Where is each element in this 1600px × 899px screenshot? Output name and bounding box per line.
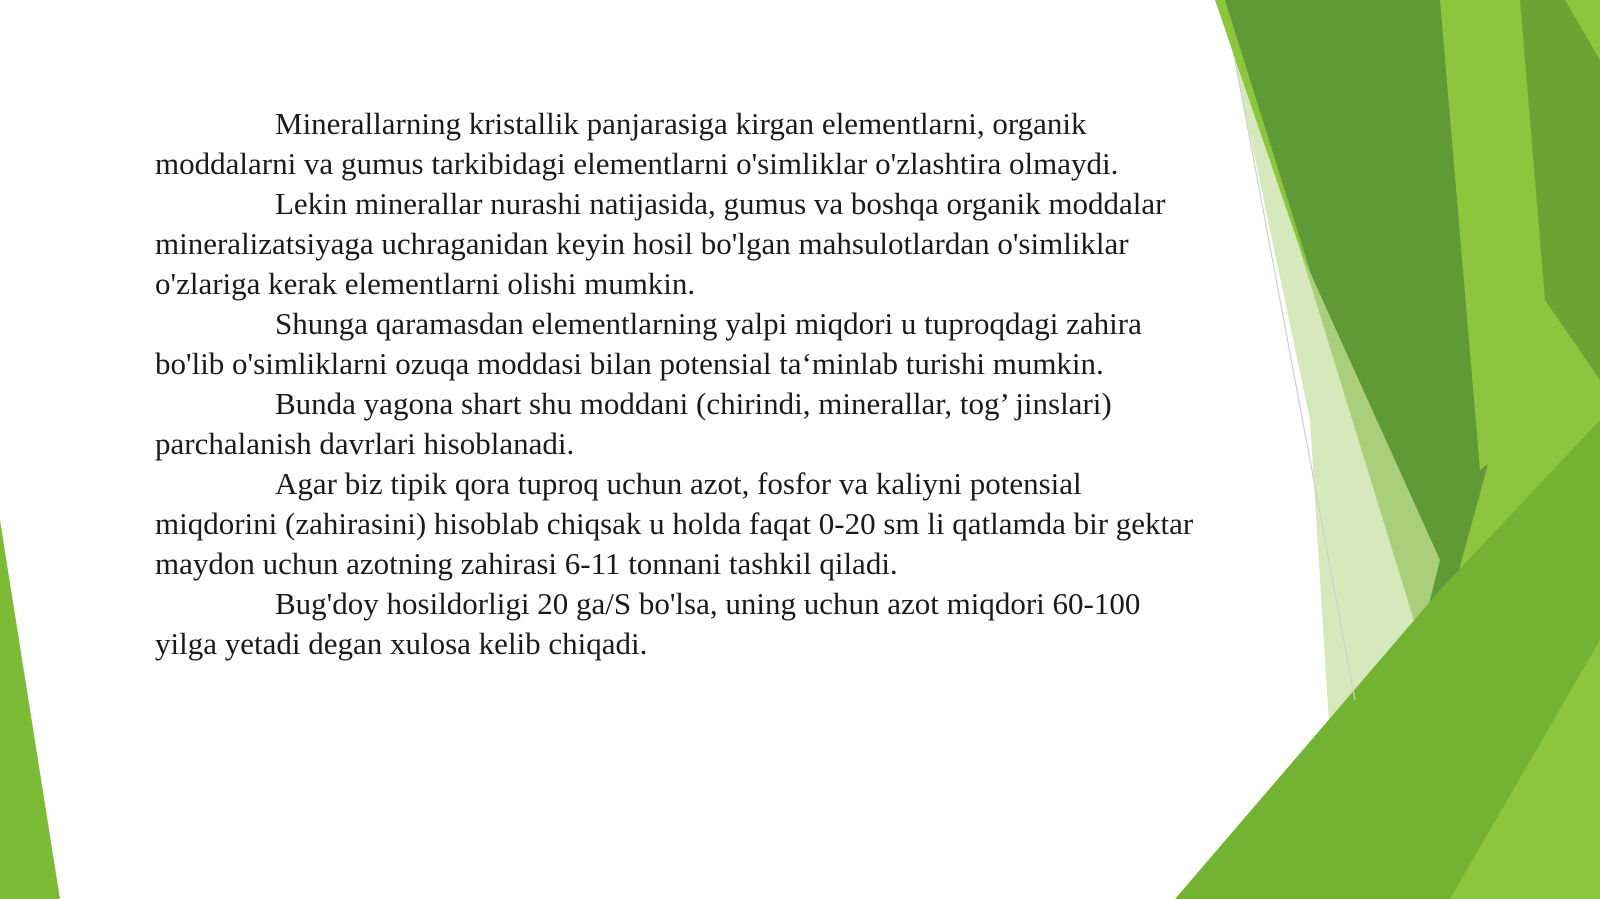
paragraph-3: Shunga qaramasdan elementlarning yalpi miqdori u tuproqdagi zahira bo'lib o'simliklarni ozuqa moddasi bilan potensial ta‘minlab turishi mumkin. [155, 306, 1142, 381]
left-green-sliver [0, 520, 60, 899]
paragraph-5: Agar biz tipik qora tuproq uchun azot, fosfor va kaliyni potensial miqdorini (zahirasini) hisoblab chiqsak u holda faqat 0-20 sm li qatlamda bir gektar maydon uchun azotning zahirasi 6-11 tonnani tashkil qiladi. [155, 466, 1194, 581]
paragraph-2: Lekin minerallar nurashi natijasida, gumus va boshqa organik moddalar mineralizatsiyaga uchraganidan keyin hosil bo'lgan mahsulotlardan o'simliklar o'zlariga kerak elementlarni olishi mumkin. [155, 186, 1166, 301]
paragraph-1: Minerallarning kristallik panjarasiga kirgan elementlarni, organik moddalarni va gumus tarkibidagi elementlarni o'simliklar o'zlashtira olmaydi. [155, 106, 1119, 181]
slide-body-text [155, 104, 1195, 664]
paragraph-6: Bug'doy hosildorligi 20 ga/S bo'lsa, uning uchun azot miqdori 60-100 yilga yetadi degan xulosa kelib chiqadi. [155, 586, 1141, 661]
paragraph-4: Bunda yagona shart shu moddani (chirindi, minerallar, tog’ jinslari) parchalanish davrlari hisoblanadi. [155, 386, 1112, 461]
